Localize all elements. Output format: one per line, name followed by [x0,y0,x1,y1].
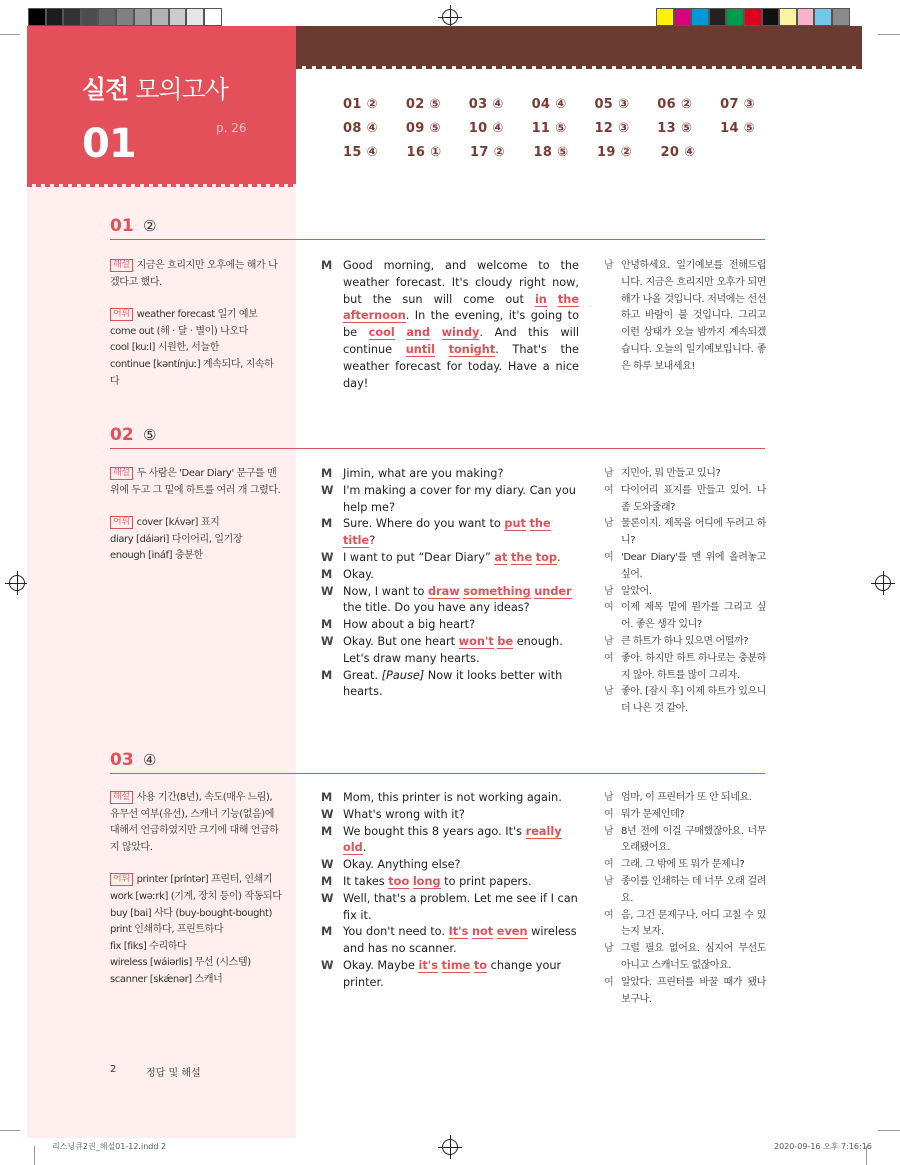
dialogue-text: Good morning, and welcome to the weather forecast. It's cloudy right now, but the sun will come out in the afternoon. In the evening, it's going to be cool and windy. And this will continue until tonight. That's the weather forecast for today. Have a nice day! [343,259,579,390]
color-swatch [797,8,815,26]
translation-speaker: 남 [604,518,614,530]
explanation-notes [110,466,282,565]
explanation-line: 유무선 여부(유선), 스캐너 기능(없음)에 [110,808,275,820]
spacer [110,856,282,872]
speaker-label: W [321,807,334,821]
blank-answer: be [497,634,514,648]
blank-answer: it's [418,958,438,972]
answer-item: 15 ④ [343,145,378,160]
dialogue-script [321,466,579,701]
vocab-tag: 어휘 [110,308,133,321]
spacer [110,499,282,515]
answer-item: 03 ④ [468,97,504,112]
translation-line [604,516,766,550]
blank-answer: draw [427,584,460,598]
dialogue-text: It takes too long to print papers. [343,874,532,888]
translation-speaker: 남 [604,468,614,479]
vocab-item: come out (해 · 달 · 별이) 나오다 [110,325,248,337]
color-swatch [656,8,674,26]
blank-answer: something [463,584,531,598]
blank-answer: in [534,292,547,306]
dialogue-text: Great. [Pause] Now it looks better with hearts. [343,668,563,699]
color-swatch [63,8,81,26]
blank-answer: tonight [448,342,496,356]
translation-line [604,874,766,908]
translation-speaker: 여 [604,808,614,820]
crop-mark [34,1146,35,1165]
vocab-item: work [wəːrk] (기계, 장치 등이) 작동되다 [110,890,282,902]
speaker-label: M [321,925,333,939]
color-swatch [186,8,204,26]
registration-mark-left [9,575,25,591]
speaker-label: M [321,467,333,480]
section-heading [110,425,765,449]
dialogue-text: I want to put “Dear Diary” at the top. [343,550,561,564]
dialogue-line [321,924,579,958]
speaker-label: M [321,259,333,272]
blank-answer: It's [448,925,469,939]
dialogue-text: You don't need to. It's not even wireless and has no scanner. [343,925,577,956]
translation-speaker: 남 [604,875,614,887]
blank-answer: at [494,550,508,564]
translation-speaker: 남 [604,943,614,955]
spacer [110,291,282,307]
translation-speaker: 남 [604,825,614,837]
translation-speaker: 여 [604,602,614,614]
translation-speaker: 남 [604,260,614,271]
translation-line [604,550,766,584]
speaker-label: W [321,584,334,598]
blank-answer: the [529,517,551,531]
blank-answer: under [534,584,572,598]
dialogue-script [321,258,579,392]
dialogue-text: Okay. Maybe it's time to change your printer. [343,958,562,989]
speaker-label: W [321,858,334,872]
dialogue-script [321,790,579,992]
color-swatch [98,8,116,26]
speaker-label: W [321,634,334,648]
dialogue-text: I'm making a cover for my diary. Can you help me? [343,483,576,514]
header-band [296,26,862,66]
crop-mark [878,34,900,35]
answer-key [343,97,783,169]
translation-text: 좋아. 하지만 하트 하나로는 충분하지 않아. 하트를 많이 그리자. [621,652,766,681]
test-title [82,70,228,106]
blank-answer: put [504,517,526,531]
vocab-item: 어휘 cover [kʌ́vər] 표지 [110,515,282,532]
explanation-line: 대해서 언급하였지만 크기에 대해 언급하 [110,825,279,837]
dialogue-line [321,617,579,634]
blank-answer: top [535,550,557,564]
dialogue-line [321,584,579,618]
color-swatch [691,8,709,26]
color-swatch [709,8,727,26]
dialogue-line [321,958,579,992]
dialogue-line [321,891,579,925]
dialogue-line [321,466,579,483]
translation-speaker: 남 [604,585,614,597]
question-number: 01 [110,216,134,236]
dialogue-line [321,567,579,584]
vocab-item: fix [fiks] 수리하다 [110,940,187,952]
answer-item: 07 ③ [720,97,755,112]
speaker-label: M [321,567,333,581]
section-heading [110,750,765,774]
color-swatch [28,8,46,26]
answer-item: 08 ④ [343,121,378,136]
answer-item: 02 ⑤ [405,97,441,112]
answer-row [343,121,783,145]
blank-answer: the [557,292,579,306]
korean-translation [604,258,766,376]
answer-item: 12 ③ [594,121,630,136]
translation-line [604,941,766,975]
dialogue-line [321,483,579,517]
translation-line [604,600,766,634]
blank-answer: windy [441,326,480,340]
registration-mark-right [875,575,891,591]
translation-text: 다이어리 표지를 만들고 있어. 나 좀 도와줄래? [621,484,766,513]
explanation-line: 지 않았다. [110,841,153,853]
question-answer: ② [143,217,157,235]
dialogue-text: Now, I want to draw something under the title. Do you have any ideas? [343,584,572,615]
grayscale-color-bar [28,8,222,26]
blank-answer: not [471,925,494,939]
translation-speaker: 여 [604,909,614,921]
translation-text: 그래. 그 밖에 또 뭐가 문제니? [621,859,745,871]
dialogue-line [321,258,579,392]
answer-item: 13 ⑤ [657,121,693,136]
vocab-item: 어휘 weather forecast 일기 예보 [110,307,282,324]
color-swatch [726,8,744,26]
explanation-notes [110,790,282,989]
blank-answer: title [343,534,370,548]
dialogue-text: Okay. Anything else? [343,858,461,872]
translation-line [604,790,766,807]
answer-row [343,145,783,169]
speaker-label: M [321,791,333,804]
answer-row [343,97,783,121]
dialogue-text: Well, that's a problem. Let me see if I can fix it. [343,891,578,922]
color-swatch [46,8,64,26]
explanation-tag: 해설 [110,467,133,480]
answer-item: 14 ⑤ [720,121,755,136]
translation-text: 엄마, 이 프린터가 또 안 되네요. [621,792,752,803]
crop-mark [878,1130,900,1131]
vocab-item: wireless [wáiərlis] 무선 (시스템) [110,957,251,969]
test-title-light: 모의고사 [135,75,228,104]
color-swatch [134,8,152,26]
translation-line [604,584,766,601]
translation-line [604,483,766,517]
translation-text: 이제 제목 밑에 뭔가를 그리고 싶어. 좋은 생각 있니? [621,602,766,631]
explanation-line: 해설 지금은 흐리지만 오후에는 해가 나 [110,258,282,275]
speaker-label: M [321,874,333,888]
translation-line [604,908,766,942]
crop-mark [0,34,20,35]
korean-translation [604,466,766,718]
answer-item: 09 ⑤ [405,121,441,136]
answer-item: 19 ② [597,145,632,160]
translation-speaker: 여 [604,859,614,871]
dialogue-text: Jimin, what are you making? [343,467,504,480]
speaker-label: W [321,958,334,972]
translation-line [604,466,766,483]
translation-text: 안녕하세요. 일기예보를 전해드립니다. 지금은 흐리지만 오후가 되면 해가 나올 것입니다. 저녁에는 선선하고 바람이 불 것입니다. 그리고 이런 상태가 오늘 밤까지 계속되겠습니다. 오늘의 일기예보입니다. 좋은 하루 보내세요! [621,260,766,372]
explanation-line: 위에 두고 그 밑에 하트를 여러 개 그렸다. [110,484,281,496]
explanation-tag: 해설 [110,791,133,804]
answer-item: 17 ② [470,145,505,160]
registration-mark-top [442,9,458,25]
answer-item: 04 ④ [531,97,567,112]
test-number: 01 [82,121,136,167]
blank-answer: too [388,874,410,888]
korean-translation [604,790,766,1008]
translation-speaker: 남 [604,635,614,647]
vocab-item: buy [bai] 사다 (buy-bought-bought) [110,907,272,919]
translation-text: 알았어. [621,585,652,597]
translation-line [604,634,766,651]
translation-text: 8년 전에 이걸 구매했잖아요. 너무 오래됐어요. [621,825,766,854]
explanation-line: 해설 사용 기간(8년), 속도(매우 느림), [110,790,282,807]
footer-label: 정답 및 해설 [146,1068,201,1079]
explanation-line: 겠다고 했다. [110,276,162,288]
speaker-label: W [321,483,334,497]
translation-line [604,258,766,376]
translation-text: 'Dear Diary'를 맨 위에 올려놓고 싶어. [621,551,766,580]
dialogue-line [321,874,579,891]
dialogue-line [321,516,579,550]
translation-speaker: 여 [604,652,614,664]
color-swatch [151,8,169,26]
color-swatch [169,8,187,26]
question-number: 02 [110,425,134,445]
translation-line [604,975,766,1009]
vocab-item: continue [kəntínjuː] 계속되다, 지속하다 [110,358,274,387]
crop-mark [0,1130,20,1131]
registration-mark-bottom [442,1139,458,1155]
translation-speaker: 여 [604,551,614,563]
page-number: 2 [110,1064,117,1075]
translation-speaker: 남 [604,686,614,698]
translation-line [604,824,766,858]
blank-answer: long [412,874,441,888]
explanation-tag: 해설 [110,259,133,272]
file-slug: 리스닝큐2권_해설01-12.indd 2 [52,1142,167,1151]
translation-text: 큰 하트가 하나 있으면 어떨까? [621,635,749,647]
page-reference: p. 26 [216,121,247,135]
dialogue-line [321,824,579,858]
question-number: 03 [110,750,134,770]
translation-line [604,651,766,685]
speaker-label: M [321,824,333,838]
answer-item: 06 ② [657,97,693,112]
translation-line [604,684,766,718]
dialogue-text: Okay. [343,567,374,581]
dialogue-line [321,857,579,874]
color-swatch [832,8,850,26]
translation-text: 음, 그건 문제구나. 어디 고칠 수 있는지 보자. [621,909,766,938]
dialogue-line [321,807,579,824]
dialogue-text: Mom, this printer is not working again. [343,791,562,804]
dialogue-text: We bought this 8 years ago. It's really old. [343,824,562,855]
translation-line [604,857,766,874]
speaker-label: W [321,891,334,905]
translation-text: 좋아. [잠시 후] 이제 하트가 있으니 더 나은 것 같아. [621,686,766,715]
blank-answer: even [496,925,528,939]
speaker-label: M [321,668,333,682]
translation-text: 지민아, 뭐 만들고 있니? [621,468,721,479]
blank-answer: and [406,326,431,340]
translation-speaker: 남 [604,792,614,803]
dialogue-text: How about a big heart? [343,618,476,632]
translation-speaker: 여 [604,484,614,496]
vocab-item: 어휘 printer [príntər] 프린터, 인쇄기 [110,872,282,889]
question-answer: ④ [143,751,157,769]
process-color-bar [656,8,850,26]
blank-answer: until [405,342,435,356]
answer-item: 11 ⑤ [531,121,567,136]
translation-text: 뭐가 문제인데? [621,808,685,820]
color-swatch [814,8,832,26]
speaker-label: W [321,550,334,564]
vocab-item: print 인쇄하다, 프린트하다 [110,924,224,936]
answer-item: 20 ④ [660,145,696,160]
blank-answer: old [343,841,363,855]
translation-speaker: 여 [604,976,614,988]
answer-item: 10 ④ [468,121,504,136]
answer-item: 16 ① [406,145,442,160]
answer-item: 18 ⑤ [533,145,569,160]
vocab-item: cool [kuːl] 시원한, 서늘한 [110,342,219,354]
dialogue-line [321,634,579,668]
color-swatch [81,8,99,26]
dialogue-line [321,668,579,702]
color-swatch [779,8,797,26]
explanation-notes [110,258,282,390]
vocab-tag: 어휘 [110,516,133,529]
blank-answer: time [441,958,471,972]
section-heading [110,216,765,240]
speaker-label: M [321,618,333,632]
blank-answer: won't [458,634,494,648]
dialogue-line [321,550,579,567]
date-slug: 2020-09-16 오후 7:16:16 [774,1142,872,1151]
translation-line [604,807,766,824]
answer-item: 05 ③ [594,97,630,112]
color-swatch [762,8,780,26]
explanation-line: 해설 두 사람은 'Dear Diary' 문구를 맨 [110,466,282,483]
vocab-item: diary [dáiəri] 다이어리, 일기장 [110,533,243,545]
dialogue-text: Sure. Where do you want to put the title? [343,517,551,548]
speaker-label: M [321,517,333,531]
dialogue-text: Okay. But one heart won't be enough. Let's draw many hearts. [343,634,563,665]
translation-text: 알았다. 프린터를 바꿀 때가 됐나 보구나. [621,976,766,1005]
dialogue-line [321,790,579,807]
vocab-item: scanner [skǽnər] 스캐너 [110,973,223,985]
dialogue-text: What's wrong with it? [343,807,465,821]
answer-item: 01 ② [343,97,378,112]
translation-text: 물론이지. 제목을 어디에 두려고 하니? [621,518,766,547]
stage-direction: [Pause] [381,668,425,682]
translation-text: 그럴 필요 없어요. 심지어 무선도 아니고 스캐너도 없잖아요. [621,943,766,971]
color-swatch [116,8,134,26]
blank-answer: the [511,550,533,564]
color-swatch [204,8,222,26]
blank-answer: cool [368,326,395,340]
color-swatch [744,8,762,26]
blank-answer: afternoon [343,309,406,323]
blank-answer: really [525,824,562,838]
question-answer: ⑤ [143,426,157,444]
blank-answer: to [473,958,488,972]
color-swatch [674,8,692,26]
vocab-item: enough [ináf] 충분한 [110,550,203,562]
test-title-bold: 실전 [82,75,129,104]
vocab-tag: 어휘 [110,873,133,886]
translation-text: 종이를 인쇄하는 데 너무 오래 걸려요. [621,875,766,904]
